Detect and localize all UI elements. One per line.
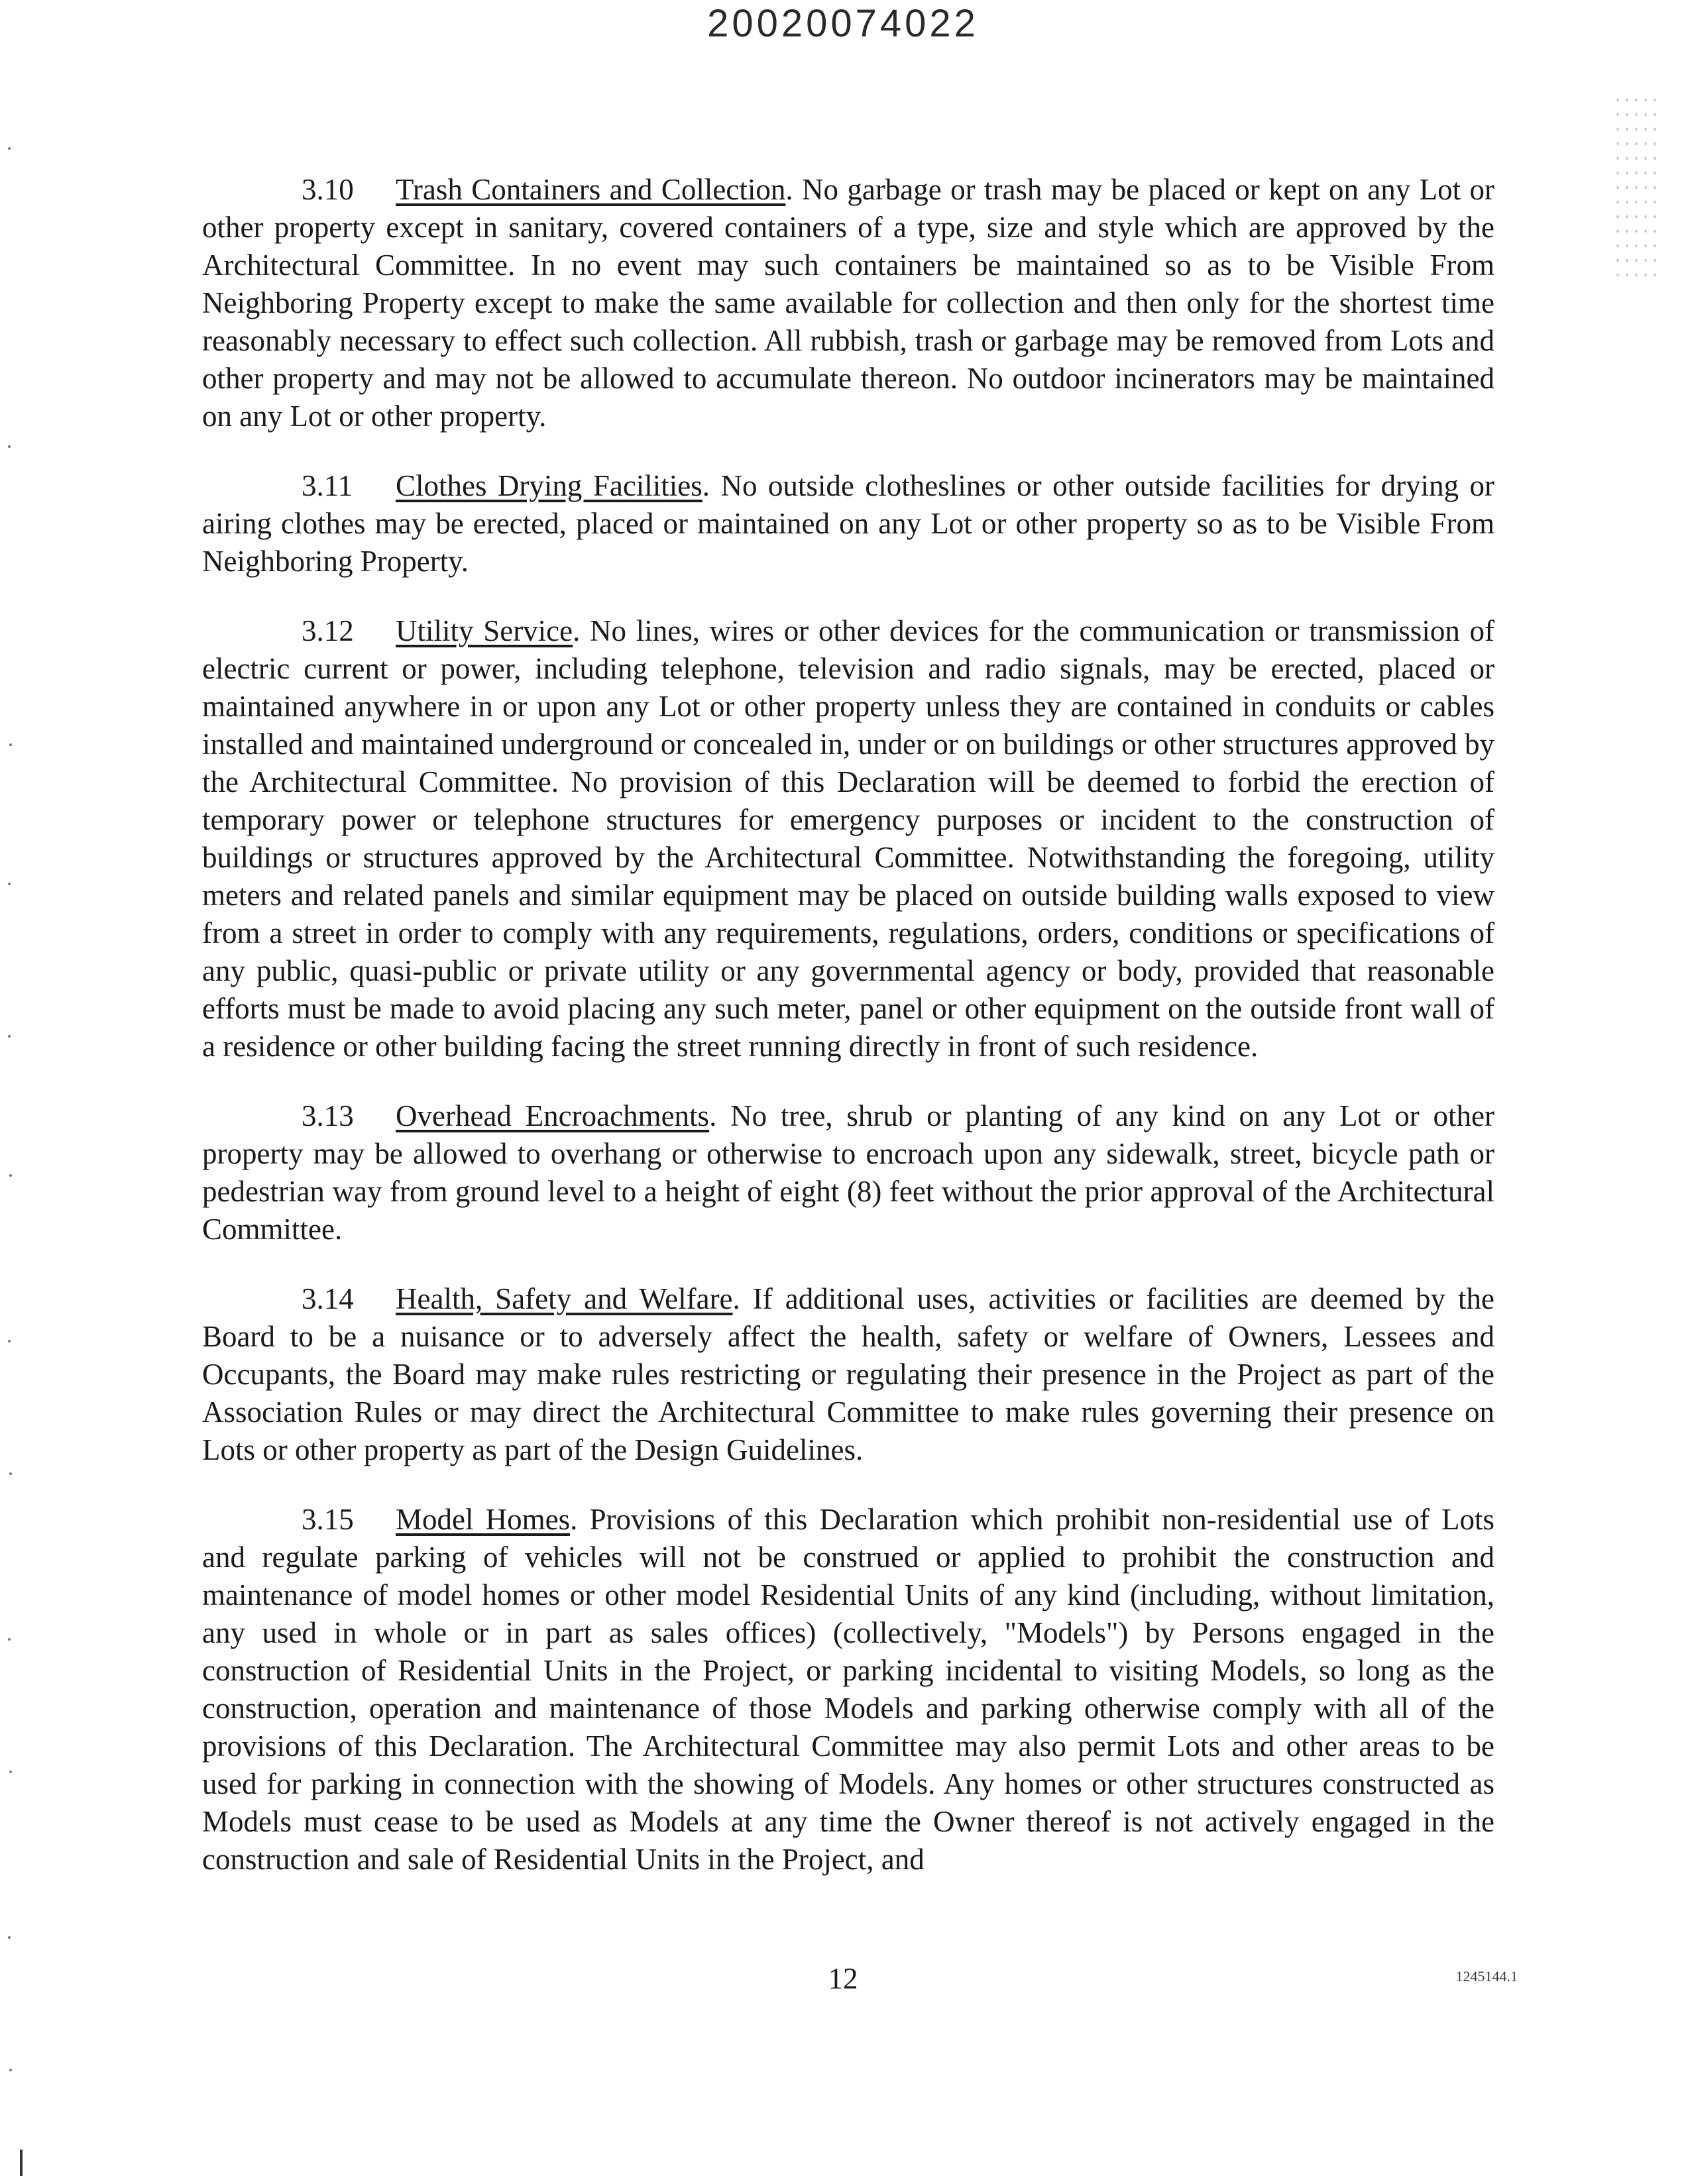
margin-speck	[9, 1472, 12, 1475]
section-heading: Health, Safety and Welfare	[396, 1282, 733, 1315]
section-text: . No garbage or trash may be placed or kept on any Lot or other property except in sanitary, covered containers of a type, size and style which are approved by the Architectural Committee. In no event may such containers be maintained so as to be Visible From Neighboring Property except to make the same available for collection and then only for the shortest time reasonably necessary to effect such collection. All rubbish, trash or garbage may be removed from Lots and other property and may not be allowed to accumulate thereon. No outdoor incinerators may be maintained on any Lot or other property.	[202, 173, 1494, 433]
margin-speck	[8, 147, 11, 150]
margin-speck	[8, 883, 11, 885]
section-text: . No tree, shrub or planting of any kind on any Lot or other property may be allowed to overhang or otherwise to encroach upon any sidewalk, street, bicycle path or pedestrian way from ground level to a height of eight (8) feet without the prior approval of the Architectural Committee.	[202, 1099, 1494, 1246]
document-body	[202, 171, 1494, 1910]
margin-speck	[9, 2069, 12, 2071]
scan-noise-right	[1613, 93, 1659, 285]
section-heading: Trash Containers and Collection	[396, 173, 786, 206]
document-number: 20020074022	[707, 2, 979, 45]
margin-speck	[9, 1771, 12, 1773]
section-3-12	[202, 612, 1494, 1065]
margin-speck	[8, 445, 11, 448]
section-number: 3.10	[302, 173, 354, 206]
section-text: . Provisions of this Declaration which prohibit non-residential use of Lots and regulate parking of vehicles will not be construed or applied to prohibit the construction and maintenance of model homes or other model Residential Units of any kind (including, without limitation, any used in whole or in part as sales offices) (collectively, "Models") by Persons engaged in the construction of Residential Units in the Project, or parking incidental to visiting Models, so long as the construction, operation and maintenance of those Models and parking otherwise comply with all of the provisions of this Declaration. The Architectural Committee may also permit Lots and other areas to be used for parking in connection with the showing of Models. Any homes or other structures constructed as Models must cease to be used as Models at any time the Owner thereof is not actively engaged in the construction and sale of Residential Units in the Project, and	[202, 1503, 1494, 1876]
margin-speck	[8, 1638, 11, 1641]
margin-speck	[9, 743, 12, 746]
edge-mark	[20, 2150, 23, 2176]
section-heading: Clothes Drying Facilities	[396, 469, 702, 502]
section-text: . No lines, wires or other devices for the communication or transmission of electric current or power, including telephone, television and radio signals, may be erected, placed or maintained anywhere in or upon any Lot or other property unless they are contained in conduits or cables installed and maintained underground or concealed in, under or on buildings or other structures approved by the Architectural Committee. No provision of this Declaration will be deemed to forbid the erection of temporary power or telephone structures for emergency purposes or incident to the construction of buildings or structures approved by the Architectural Committee. Notwithstanding the foregoing, utility meters and related panels and similar equipment may be placed on outside building walls exposed to view from a street in order to comply with any requirements, regulations, orders, conditions or specifications of any public, quasi-public or private utility or any governmental agency or body, provided that reasonable efforts must be made to avoid placing any such meter, panel or other equipment on the outside front wall of a residence or other building facing the street running directly in front of such residence.	[202, 614, 1494, 1063]
section-3-10	[202, 171, 1494, 435]
margin-speck	[8, 1936, 11, 1939]
section-number: 3.11	[302, 469, 353, 502]
page-number: 12	[828, 1962, 858, 1995]
section-heading: Model Homes	[396, 1503, 571, 1536]
section-3-15	[202, 1501, 1494, 1879]
section-number: 3.15	[302, 1503, 354, 1536]
margin-speck	[9, 1174, 12, 1177]
section-3-11	[202, 467, 1494, 580]
margin-speck	[8, 1035, 11, 1038]
section-text: . If additional uses, activities or facilities are deemed by the Board to be a nuisance or to adversely affect the health, safety or welfare of Owners, Lessees and Occupants, the Board may make rules restricting or regulating their presence in the Project as part of the Association Rules or may direct the Architectural Committee to make rules governing their presence on Lots or other property as part of the Design Guidelines.	[202, 1282, 1494, 1466]
section-number: 3.12	[302, 614, 354, 647]
section-3-14	[202, 1280, 1494, 1469]
section-heading: Utility Service	[396, 614, 573, 647]
section-heading: Overhead Encroachments	[396, 1099, 710, 1132]
section-3-13	[202, 1097, 1494, 1248]
section-number: 3.14	[302, 1282, 354, 1315]
section-text: . No outside clotheslines or other outside facilities for drying or airing clothes may be erected, placed or maintained on any Lot or other property so as to be Visible From Neighboring Property.	[202, 469, 1494, 578]
document-code: 1245144.1	[1455, 1968, 1518, 1985]
section-number: 3.13	[302, 1099, 354, 1132]
margin-speck	[8, 1340, 11, 1342]
